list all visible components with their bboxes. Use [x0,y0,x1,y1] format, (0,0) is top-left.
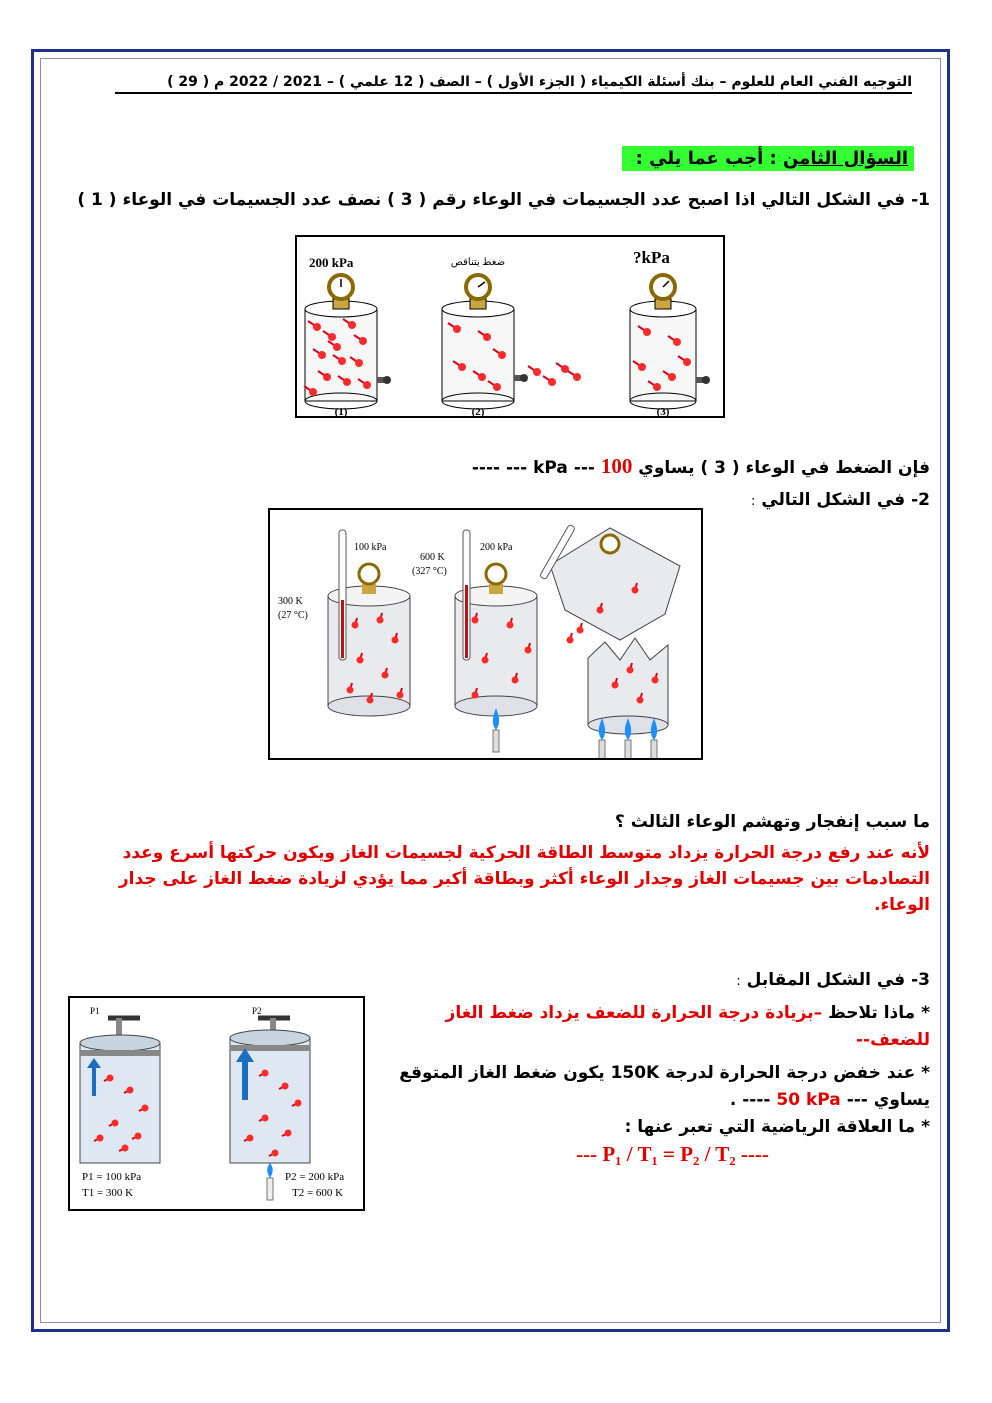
q1-answer-line [472,454,930,479]
q1-answer-unit: kPa --- [533,458,595,478]
q2-pressure-2: 200 kPa [480,542,513,553]
q1-container-2 [442,275,581,409]
q2-temp-2: 600 K [420,552,445,563]
q3-bullet-3: * ما العلاقة الرياضية التي تعبر عنها : [624,1117,930,1137]
q1-gauge1-label: 200 kPa [309,255,354,270]
q3-title-text: 3- في الشكل المقابل [746,970,930,990]
q1-answer-prefix: فإن الضغط في الوعاء ( 3 ) يساوي [638,458,930,478]
q1-gauge3-label: ?kPa [633,248,670,267]
q2-question: ما سبب إنفجار وتهشم الوعاء الثالث ؟ [614,812,930,832]
q1-label-3: (3) [656,406,670,416]
q3-cylinder-1 [80,1018,160,1163]
q3-pistons-illustration [70,998,363,1209]
q3-title-colon: : [736,974,741,989]
q3-title [736,970,930,990]
q3-figure [68,996,365,1211]
q1-container-3 [630,275,710,409]
page-header: التوجيه الفني العام للعلوم – بنك أسئلة الكيمياء ( الجزء الأول ) – الصف ( 12 علمي ) – 2021 / 2022 م ( 29 ) [115,74,912,94]
question-number: السؤال الثامن [783,148,908,169]
q3-bullet-2 [375,1060,930,1114]
q1-answer-suffix: --- ---- [471,458,528,478]
q2-temp-1-celsius: (27 °C) [278,610,308,621]
q2-title-colon: : [751,494,756,509]
q3-left-temp: T1 = 300 K [82,1187,134,1199]
q2-container-2 [455,530,537,752]
q3-bullets [375,1000,930,1168]
q3-bullet-1 [375,1000,930,1054]
q3-b1-label: * ماذا تلاحظ [828,1003,930,1023]
q2-temp-2-celsius: (327 °C) [412,566,447,577]
q3-right-temp: T2 = 600 K [292,1187,344,1199]
q3-b2-suffix: ---- . [729,1090,771,1110]
q1-container-1 [304,275,391,409]
q1-answer-value: 100 [600,454,633,478]
q3-right-pressure: P2 = 200 kPa [285,1171,345,1183]
q2-pressure-1: 100 kPa [354,542,387,553]
q3-b1-answer: –بزيادة درجة الحرارة للضعف يزداد ضغط الغاز للضعف-- [445,1003,930,1050]
q3-label-p2: P2 [252,1006,262,1016]
q3-label-p1: P1 [90,1006,100,1016]
q2-figure [268,508,703,760]
q1-gauge2-label: ضغط يتناقص [450,257,506,268]
question-instruction: : أجب عما يلي : [635,148,777,169]
q2-answer: لأنه عند رفع درجة الحرارة يزداد متوسط الطاقة الحركية لجسيمات الغاز ويكون حركتها أسرع وعدد التصادمات بين جسيمات الغاز وجدار الوعاء أكثر وبطاقة أكبر مما يؤدي لزيادة ضغط الغاز على جدار الوعاء. [118,843,930,915]
q3-b3-answer: --- P₁ / T₁ = P₂ / T₂ ---- [576,1142,769,1166]
q3-b2-answer: 50 kPa [776,1090,841,1110]
q1-figure [295,235,725,418]
q1-containers-illustration [297,237,723,416]
question-title [622,146,914,171]
q2-title-text: 2- في الشكل التالي [761,490,930,510]
q2-container-3-exploded [539,524,680,758]
q2-container-1 [328,530,410,716]
q3-left-pressure: P1 = 100 kPa [82,1171,142,1183]
q1-label-2: (2) [471,406,485,416]
q1-text: 1- في الشكل التالي اذا اصبح عدد الجسيمات في الوعاء رقم ( 3 ) نصف عدد الجسيمات في الوعاء ( 1 ) [77,190,930,210]
q2-temp-1: 300 K [278,596,303,607]
q2-heating-illustration [270,510,701,758]
q2-title [751,490,930,510]
q3-b2-text: * عند خفض درجة الحرارة لدرجة 150K يكون ضغط الغاز المتوقع يساوي --- [399,1063,930,1110]
q1-label-1: (1) [334,406,348,416]
